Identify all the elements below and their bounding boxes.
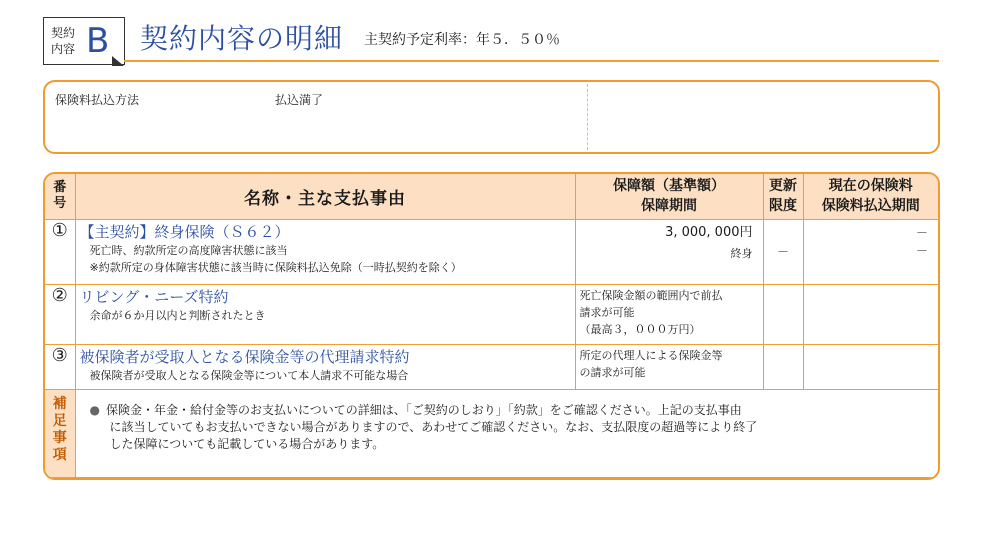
remarks-line (90, 402, 923, 419)
header-name-label: 名称・主な支払事由 (244, 188, 406, 209)
row-number: ③ (45, 344, 75, 389)
table-row (45, 344, 938, 389)
header-current (803, 174, 938, 219)
payment-method-value: 払込満了 (275, 93, 324, 107)
row-note: ※約款所定の身体障害状態に該当時に保険料払込免除（一時払契約を除く） (89, 260, 462, 274)
header-renewal-line1: 更新 (769, 178, 797, 195)
row-name-cell (75, 284, 575, 344)
header-coverage (575, 174, 763, 219)
remarks-line-text: 保険金・年金・給付金等のお支払いについての詳細は、「ご契約のしおり」「約款」をご確認ください。上記の支払事由 (105, 402, 742, 417)
row-note: 被保険者が受取人となる保険金等について本人請求不可能な場合 (89, 368, 409, 382)
table-row (45, 219, 938, 284)
header-coverage-line1: 保障額（基準額） (613, 178, 725, 195)
badge-letter: B (86, 21, 110, 61)
renewal-limit: － (763, 219, 803, 284)
coverage-description: 所定の代理人による保険金等 (579, 348, 723, 362)
current-payment-period: － (915, 243, 928, 258)
remarks-label-cell (45, 389, 75, 477)
remarks-line-text: に該当していてもお支払いできない場合がありますので、あわせてご確認ください。なお、支払限度の超過等により終了 (109, 419, 758, 434)
bullet-icon: ● (89, 402, 100, 417)
payment-method-box (43, 80, 940, 154)
badge-caption-line1: 契約 (51, 26, 76, 40)
header-renewal-line2: 限度 (769, 198, 797, 215)
remarks-text (76, 390, 939, 453)
remarks-cell (75, 389, 938, 477)
row-title: リビング・ニーズ特約 (79, 287, 229, 306)
table-row (45, 284, 938, 344)
badge-corner-tail (112, 56, 124, 66)
header-current-line2: 保険料払込期間 (821, 198, 920, 215)
row-coverage-cell (575, 219, 763, 284)
current-premium: － (915, 225, 928, 240)
row-note: 死亡時、約款所定の高度障害状態に該当 (89, 243, 288, 257)
contract-details-table (43, 172, 940, 480)
remarks-label: 補足事項 (52, 395, 67, 463)
coverage-description: 死亡保険金額の範囲内で前払 (579, 288, 723, 302)
coverage-description: （最高３，０００万円） (579, 322, 701, 336)
title-underline (124, 60, 939, 62)
row-note: 余命が６か月以内と判断されたとき (89, 308, 266, 322)
row-current-cell (803, 344, 938, 389)
row-number: ① (45, 219, 75, 284)
renewal-limit (763, 344, 803, 389)
row-current-cell (803, 284, 938, 344)
renewal-limit (763, 284, 803, 344)
header-number-label: 番号 (53, 180, 67, 212)
page-title: 契約内容の明細 (140, 22, 344, 55)
coverage-description: 請求が可能 (579, 305, 635, 319)
payment-box-divider (587, 84, 588, 150)
coverage-amount: 3, 000, 000円 (665, 224, 753, 240)
header-number (45, 174, 75, 219)
remarks-row (45, 389, 938, 477)
header-current-line1: 現在の保険料 (828, 178, 913, 195)
badge-caption (51, 25, 75, 57)
row-title: 被保険者が受取人となる保険金等の代理請求特約 (79, 347, 410, 366)
coverage-period: 終身 (730, 246, 753, 260)
row-name-cell (75, 219, 575, 284)
header-renewal (763, 174, 803, 219)
coverage-description: の請求が可能 (579, 365, 646, 379)
contract-rate-label: 主契約予定利率：年５．５０％ (364, 32, 560, 48)
remarks-line-text: した保障についても記載している場合があります。 (109, 436, 385, 451)
row-number: ② (45, 284, 75, 344)
header-coverage-line2: 保障期間 (641, 198, 697, 215)
header-name (75, 174, 575, 219)
row-coverage-cell (575, 344, 763, 389)
row-name-cell (75, 344, 575, 389)
badge-caption-line2: 内容 (51, 42, 76, 56)
row-current-cell (803, 219, 938, 284)
payment-method-label: 保険料払込方法 (55, 93, 140, 107)
row-title: 【主契約】終身保険（Ｓ６２） (79, 222, 290, 241)
row-coverage-cell (575, 284, 763, 344)
